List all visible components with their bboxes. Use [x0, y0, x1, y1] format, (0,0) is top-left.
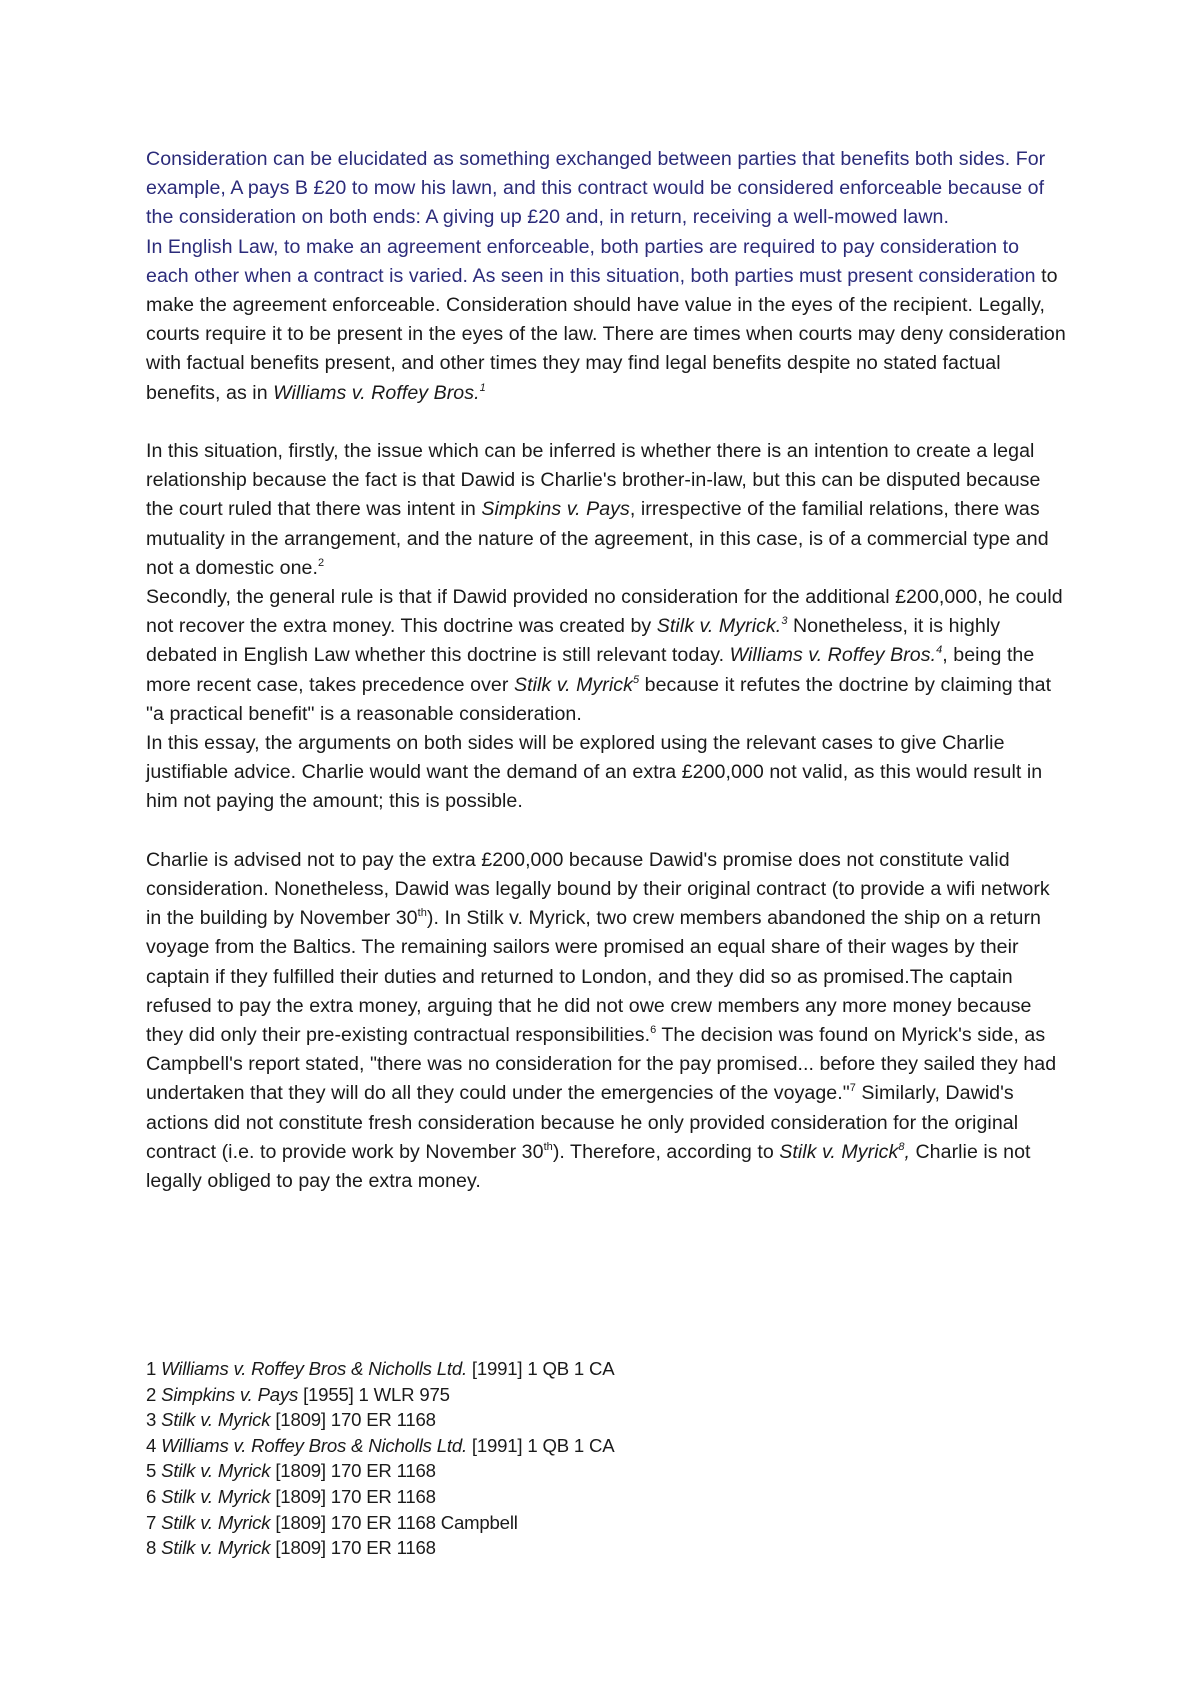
text-run: ). In Stilk v. Myrick, two crew members abandoned the ship on a return voyage from the Baltics. The remaining sailors were promised an equal share of their wages by their captain if they fulfilled their duties and returned to London, and they did so as promised.The captain refused to pay the extra money, arguing that he did not owe crew members any more money because they did only their pre-existing contractual responsibilities.: [146, 907, 1041, 1047]
footnote-item: [146, 1356, 1066, 1382]
footnote-reference: 4: [936, 644, 943, 657]
footnote-number: 6: [146, 1485, 157, 1507]
footnote-reference: th: [543, 1140, 553, 1153]
paragraph: [146, 233, 1066, 408]
footnote-reference: th: [417, 907, 427, 920]
footnote-number: 5: [146, 1460, 157, 1482]
text-run: because it refutes the doctrine by claiming that "a practical benefit" is a reasonable consideration.: [146, 673, 1052, 725]
document-body: [146, 145, 1066, 1196]
footnote-citation: [1809] 170 ER 1168: [270, 1460, 436, 1482]
document-page: [146, 145, 1066, 1196]
footnote-case-name: Williams v. Roffey Bros & Nicholls Ltd.: [161, 1358, 467, 1379]
paragraph: [146, 145, 1066, 233]
footnote-citation: [1809] 170 ER 1168: [270, 1485, 436, 1507]
footnote-item: [146, 1535, 1066, 1561]
case-name: Stilk v. Myrick.: [656, 615, 782, 638]
footnote-citation: [1809] 170 ER 1168: [270, 1537, 436, 1559]
paragraph: [146, 846, 1066, 1196]
text-run: In English Law, to make an agreement enforceable, both parties are required to pay consideration to each other when a contract is varied. As seen in this situation, both parties must present consideration: [146, 235, 1036, 287]
footnote-case-name: Stilk v. Myrick: [161, 1537, 271, 1559]
footnote-reference: 5: [632, 673, 640, 686]
text-run: Charlie is not legally obliged to pay the extra money.: [146, 1140, 1031, 1193]
footnote-number: 4: [146, 1434, 157, 1456]
footnote-reference: 3: [781, 615, 788, 628]
footnote-reference: 2: [317, 556, 325, 569]
footnote-case-name: Williams v. Roffey Bros & Nicholls Ltd.: [161, 1434, 467, 1456]
footnote-reference: 6: [650, 1024, 657, 1037]
case-name: Williams v. Roffey Bros.: [273, 381, 480, 404]
footnote-case-name: Stilk v. Myrick: [161, 1511, 271, 1533]
case-name: Simpkins v. Pays: [481, 498, 630, 521]
footnote-number: 8: [146, 1537, 157, 1559]
footnote-case-name: Stilk v. Myrick: [161, 1485, 271, 1507]
case-name: ,: [904, 1140, 910, 1163]
footnote-citation: [1991] 1 QB 1 CA: [466, 1358, 615, 1379]
footnote-citation: [1991] 1 QB 1 CA: [466, 1434, 615, 1456]
text-run: Similarly, Dawid's actions did not constitute fresh consideration because he only provided consideration for the original contract (i.e. to provide work by November 30: [146, 1082, 1019, 1163]
footnote-case-name: Stilk v. Myrick: [161, 1409, 271, 1431]
footnote-reference: 8: [898, 1140, 905, 1153]
footnote-citation: [1809] 170 ER 1168 Campbell: [270, 1511, 518, 1533]
footnote-citation: [1809] 170 ER 1168: [270, 1409, 436, 1431]
text-run: , being the more recent case, takes precedence over: [146, 644, 1035, 696]
footnote-item: [146, 1484, 1066, 1510]
footnote-item: [146, 1407, 1066, 1433]
text-run: ). Therefore, according to: [552, 1140, 780, 1163]
case-name: Stilk v. Myrick: [779, 1140, 899, 1163]
text-run: , irrespective of the familial relations, there was mutuality in the arrangement, and the nature of the agreement, in this case, is of a commercial type and not a domestic one.: [146, 498, 1049, 579]
case-name: Stilk v. Myrick: [513, 673, 633, 696]
text-run: In this essay, the arguments on both sides will be explored using the relevant cases to give Charlie justifiable advice. Charlie would want the demand of an extra £200,000 not valid, as this would result in him not paying the amount; this is possible.: [146, 732, 1043, 813]
footnote-number: 7: [146, 1511, 157, 1533]
text-run: to make the agreement enforceable. Consideration should have value in the eyes of the recipient. Legally, courts require it to be present in the eyes of the law. There are times when courts may deny consideration with factual benefits present, and other times they may find legal benefits despite no stated factual benefits, as in: [146, 264, 1066, 404]
footnote-item: [146, 1382, 1066, 1408]
footnote-item: [146, 1510, 1066, 1536]
footnote-number: 2: [146, 1383, 157, 1405]
footnotes: [146, 1356, 1066, 1561]
text-run: Nonetheless, it is highly debated in English Law whether this doctrine is still relevant today.: [146, 615, 1001, 667]
footnote-item: [146, 1458, 1066, 1484]
text-run: Secondly, the general rule is that if Dawid provided no consideration for the additional £200,000, he could not recover the extra money. This doctrine was created by: [146, 586, 1063, 638]
footnote-number: 1: [146, 1358, 157, 1379]
footnote-item: [146, 1433, 1066, 1459]
paragraph: [146, 437, 1066, 583]
text-run: Consideration can be elucidated as something exchanged between parties that benefits both sides. For example, A pays B £20 to mow his lawn, and this contract would be considered enforceable because of the consideration on both ends: A giving up £20 and, in return, receiving a well-mowed lawn.: [146, 148, 1046, 229]
text-run: The decision was found on Myrick's side, as Campbell's report stated, "there was no consideration for the pay promised... before they sailed they had undertaken that they will do all they could under the emergencies of the voyage.": [146, 1024, 1057, 1105]
footnote-citation: [1955] 1 WLR 975: [298, 1383, 450, 1405]
paragraph: [146, 729, 1066, 817]
paragraph: [146, 583, 1066, 729]
text-run: Charlie is advised not to pay the extra £200,000 because Dawid's promise does not constitute valid consideration. Nonetheless, Dawid was legally bound by their original contract (to provide a wifi network in the building by November 30: [146, 848, 1050, 930]
text-run: In this situation, firstly, the issue which can be inferred is whether there is an intention to create a legal relationship because the fact is that Dawid is Charlie's brother-in-law, but this can be disputed because the court ruled that there was intent in: [146, 440, 1041, 521]
footnote-case-name: Simpkins v. Pays: [161, 1383, 299, 1405]
footnote-reference: 7: [849, 1082, 856, 1095]
footnote-case-name: Stilk v. Myrick: [161, 1460, 271, 1482]
case-name: Williams v. Roffey Bros.: [729, 644, 937, 667]
footnote-number: 3: [146, 1409, 157, 1431]
footnote-reference: 1: [479, 381, 486, 394]
